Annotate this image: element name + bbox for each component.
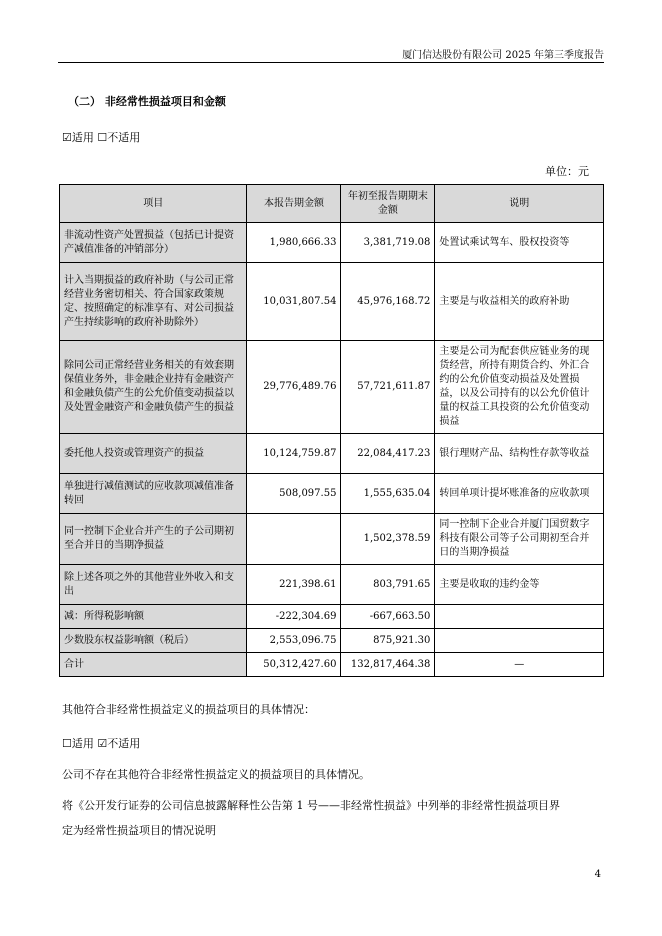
row-current: 2,553,096.75 [247, 629, 341, 653]
non-recurring-gains-table [59, 184, 604, 677]
header-rule [58, 62, 604, 63]
header-item: 项目 [60, 185, 247, 223]
row-item: 少数股东权益影响额（税后） [60, 629, 247, 653]
row-item: 减：所得税影响额 [60, 605, 247, 629]
row-item: 计入当期损益的政府补助（与公司正常经营业务密切相关、符合国家政策规定、按照确定的标准享有、对公司损益产生持续影响的政府补助除外） [60, 263, 247, 341]
other-items-statement: 公司不存在其他符合非经常性损益定义的损益项目的具体情况。 [62, 768, 370, 781]
row-note [435, 629, 604, 653]
row-current: 10,124,759.87 [247, 434, 341, 474]
table-row [60, 514, 604, 565]
header-ytd: 年初至报告期期末金额 [341, 185, 435, 223]
row-ytd: -667,663.50 [341, 605, 435, 629]
row-current: 10,031,807.54 [247, 263, 341, 341]
row-current: 29,776,489.76 [247, 341, 341, 434]
table-row [60, 223, 604, 263]
other-items-applicability: ☐适用 ☑不适用 [62, 737, 141, 750]
row-current [247, 514, 341, 565]
row-ytd: 45,976,168.72 [341, 263, 435, 341]
row-item: 同一控制下企业合并产生的子公司期初至合并日的当期净损益 [60, 514, 247, 565]
unit-label: 单位：元 [545, 165, 589, 178]
table-row [60, 565, 604, 605]
total-label: 合计 [60, 653, 247, 677]
section-title: （二） 非经常性损益项目和金额 [68, 95, 226, 108]
report-header: 厦门信达股份有限公司 2025 年第三季度报告 [402, 50, 604, 61]
header-note: 说明 [435, 185, 604, 223]
row-note: 主要是公司为配套供应链业务的现货经营，所持有期货合约、外汇合约的公允价值变动损益及处置损益，以及公司持有的以公允价值计量的权益工具投资的公允价值变动损益 [435, 341, 604, 434]
row-ytd: 3,381,719.08 [341, 223, 435, 263]
row-note [435, 605, 604, 629]
applicability-status: ☑适用 ☐不适用 [62, 131, 141, 144]
table-row [60, 341, 604, 434]
row-current: 508,097.55 [247, 474, 341, 514]
table-row [60, 434, 604, 474]
row-item: 非流动性资产处置损益（包括已计提资产减值准备的冲销部分） [60, 223, 247, 263]
row-note: 主要是与收益相关的政府补助 [435, 263, 604, 341]
page-number: 4 [594, 869, 601, 880]
table-row [60, 474, 604, 514]
row-ytd: 1,555,635.04 [341, 474, 435, 514]
row-note: 同一控制下企业合并厦门国贸数字科技有限公司等子公司期初至合并日的当期净损益 [435, 514, 604, 565]
row-item: 除同公司正常经营业务相关的有效套期保值业务外，非金融企业持有金融资产和金融负债产生的公允价值变动损益以及处置金融资产和金融负债产生的损益 [60, 341, 247, 434]
table-row [60, 263, 604, 341]
total-ytd: 132,817,464.38 [341, 653, 435, 677]
row-note: 转回单项计提坏账准备的应收款项 [435, 474, 604, 514]
other-items-heading: 其他符合非经常性损益定义的损益项目的具体情况： [62, 703, 315, 716]
reclassification-note-line1: 将《公开发行证券的公司信息披露解释性公告第 1 号——非经常性损益》中列举的非经常性损益项目界 [62, 799, 560, 812]
table-total-row [60, 653, 604, 677]
row-ytd: 57,721,611.87 [341, 341, 435, 434]
row-item: 单独进行减值测试的应收款项减值准备转回 [60, 474, 247, 514]
row-ytd: 803,791.65 [341, 565, 435, 605]
row-note: 银行理财产品、结构性存款等收益 [435, 434, 604, 474]
row-ytd: 1,502,378.59 [341, 514, 435, 565]
row-item: 除上述各项之外的其他营业外收入和支出 [60, 565, 247, 605]
row-current: 221,398.61 [247, 565, 341, 605]
row-note: 处置试乘试驾车、股权投资等 [435, 223, 604, 263]
total-current: 50,312,427.60 [247, 653, 341, 677]
row-current: -222,304.69 [247, 605, 341, 629]
row-current: 1,980,666.33 [247, 223, 341, 263]
row-ytd: 875,921.30 [341, 629, 435, 653]
row-item: 委托他人投资或管理资产的损益 [60, 434, 247, 474]
row-note: 主要是收取的违约金等 [435, 565, 604, 605]
total-note: — [435, 653, 604, 677]
row-ytd: 22,084,417.23 [341, 434, 435, 474]
header-current: 本报告期金额 [247, 185, 341, 223]
table-header-row [60, 185, 604, 223]
reclassification-note-line2: 定为经常性损益项目的情况说明 [62, 824, 216, 837]
table-row [60, 629, 604, 653]
table-row [60, 605, 604, 629]
